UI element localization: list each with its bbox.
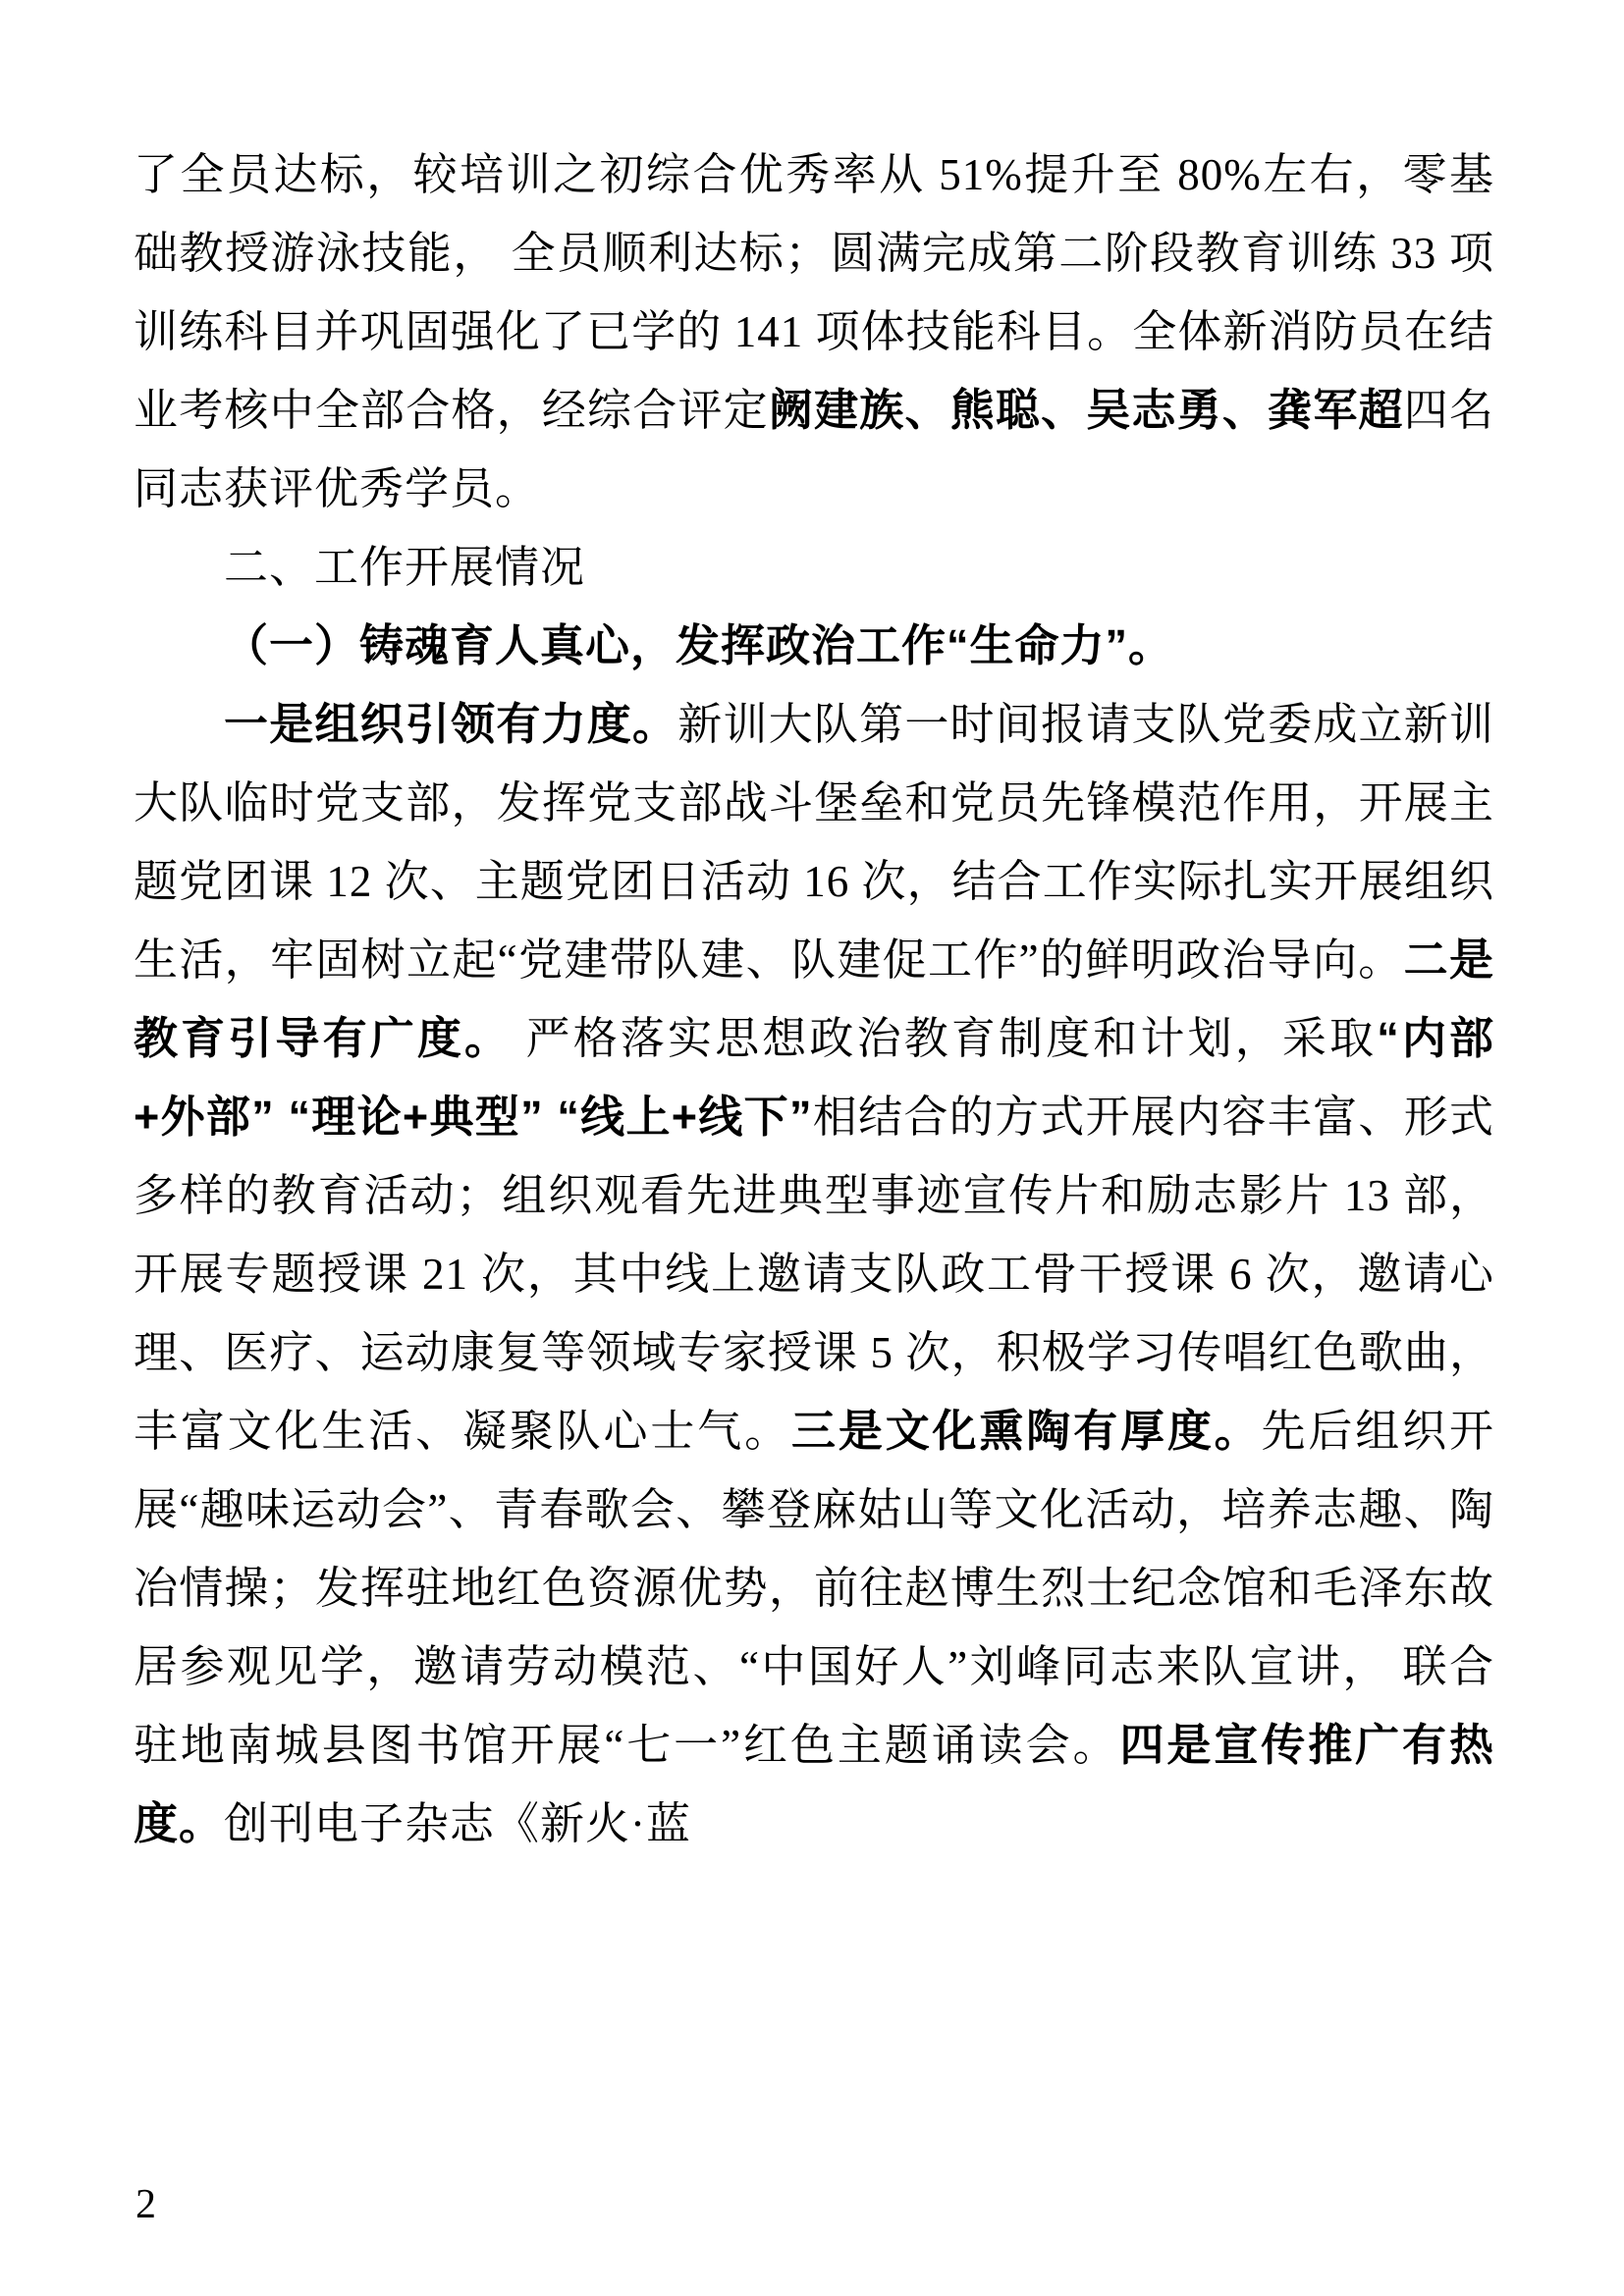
emphasis-run: （一）铸魂育人真心，发挥政治工作“生命力”。 [224,620,1174,670]
text-run: 相结合的方式开展内容丰富、形式多样的教育活动；组织观看先进典型事迹宣传片和励志影片 13 部，开展专题授课 21 次，其中线上邀请支队政工骨干授课 6 次，邀请心理、医疗、运动康复等领域专家授课 5 次，积极学习传唱红色歌曲，丰富文化生活、凝聚队心士气。 [134,1093,1494,1456]
text-run: 新训大队第一时间报请支队党委成立新训大队临时党支部，发挥党支部战斗堡垒和党员先锋模范作用，开展主题党团课 12 次、主题党团日活动 16 次，结合工作实际扎实开展组织生活，牢固树立起“党建带队建、队建促工作”的鲜明政治导向。 [134,700,1494,985]
paragraph-continuation [134,135,1494,528]
emphasis-run: 三是文化熏陶有厚度。 [790,1406,1262,1456]
text-run: 了全员达标，较培训之初综合优秀率从 51%提升至 80%左右，零基础教授游泳技能， 全员顺利达标；圆满完成第二阶段教育训练 33 项训练科目并巩固强化了已学的 141 项体技能科目。全体新消防员在结业考核中全部合格，经综合评定 [134,150,1494,435]
emphasis-run: 阙建族、熊聪、吴志勇、龚军超 [768,385,1404,435]
paragraph-body [134,685,1494,1863]
text-run: 先后组织开展“趣味运动会”、青春歌会、攀登麻姑山等文化活动，培养志趣、陶冶情操；发挥驻地红色资源优势，前往赵博生烈士纪念馆和毛泽东故居参观见学，邀请劳动模范、“中国好人”刘峰同志来队宣讲， 联合驻地南城县图书馆开展“七一”红色主题诵读会。 [134,1407,1494,1770]
text-run: 四名同志获评优秀学员。 [134,386,1494,513]
heading-level1 [134,528,1494,607]
text-run: 创刊电子杂志《新火·蓝 [224,1799,692,1848]
emphasis-run: 一是组织引领有力度。 [224,699,678,749]
text-run: 二、工作开展情况 [224,543,586,592]
text-run: 严格落实思想政治教育制度和计划，采取 [512,1014,1378,1063]
emphasis-run: 二是教育引导有广度。 [134,934,1494,1063]
emphasis-run: “内部+外部” “理论+典型” “线上+线下” [134,1013,1494,1142]
page-number: 2 [135,2182,156,2227]
document-body [134,135,1494,1863]
heading-level2 [134,607,1494,685]
emphasis-run: 四是宣传推广有热度。 [134,1720,1494,1848]
